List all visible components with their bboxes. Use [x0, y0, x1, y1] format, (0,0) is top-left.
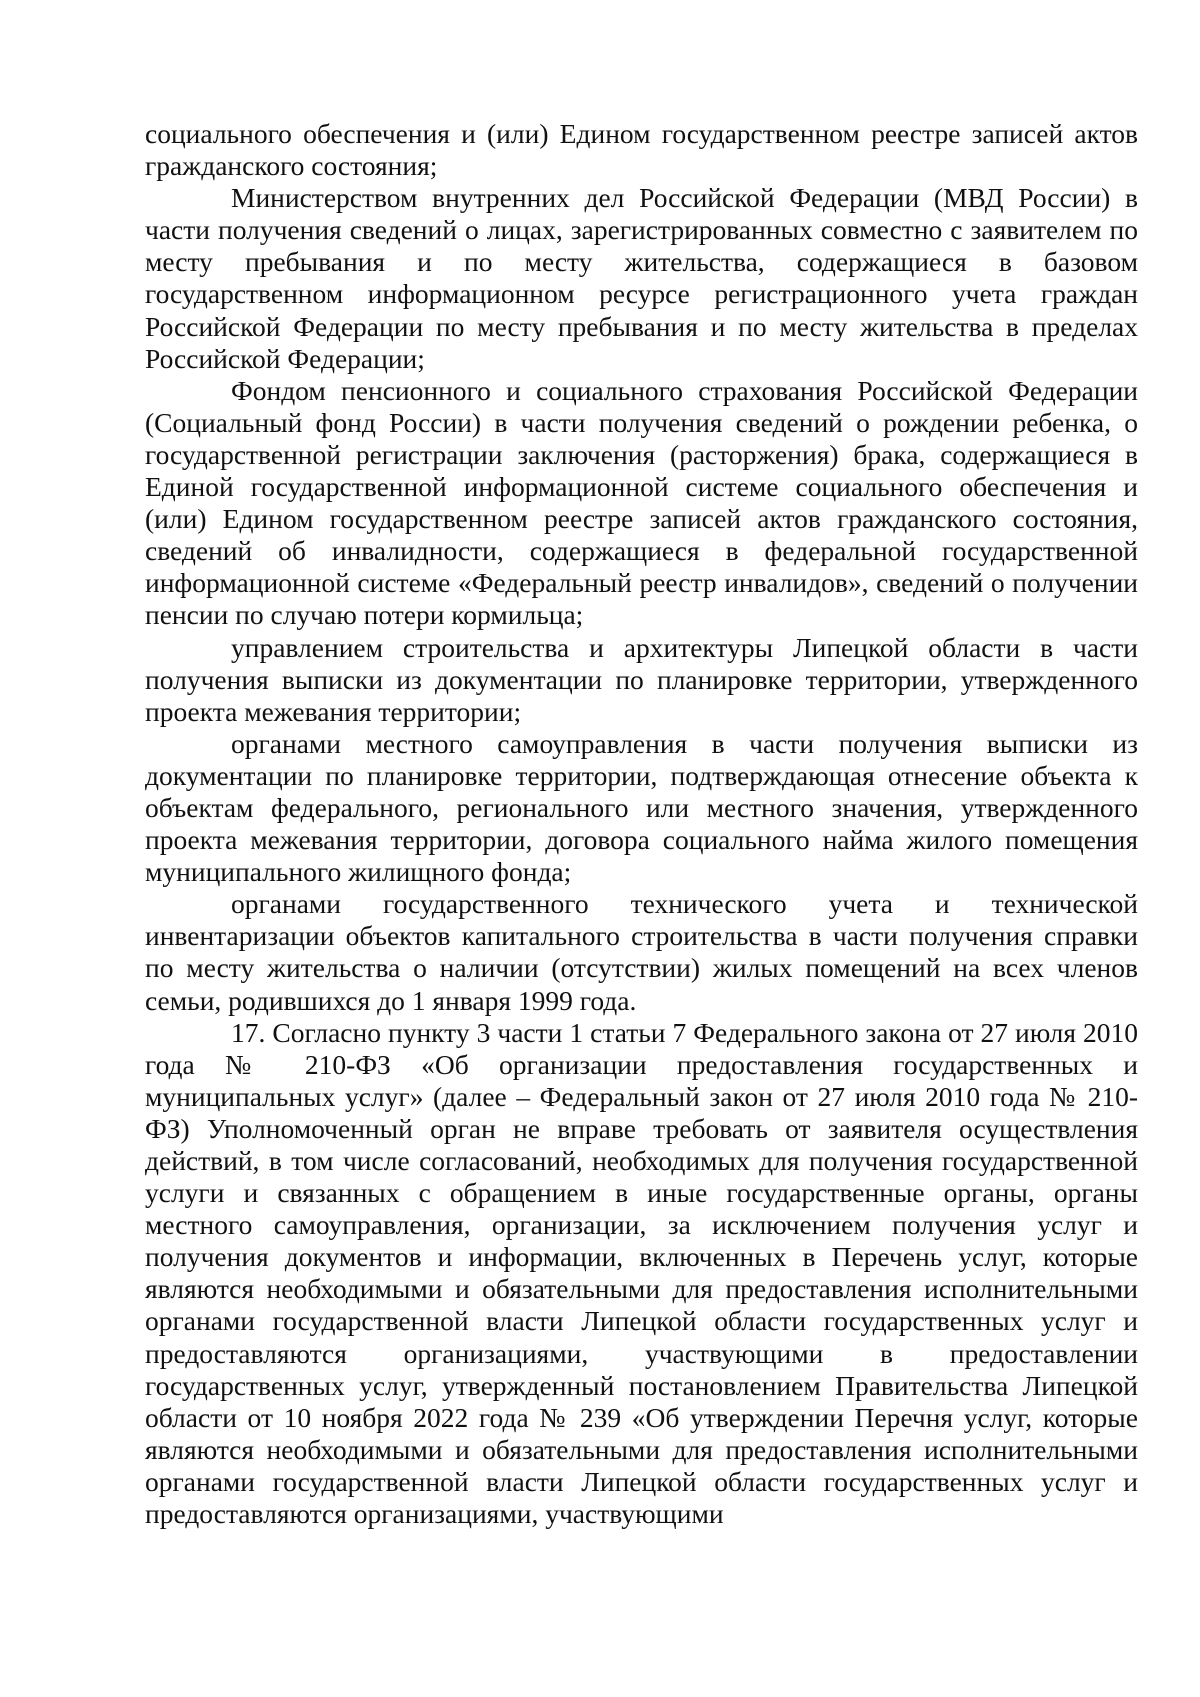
paragraph-mvd: Министерством внутренних дел Российской Федерации (МВД России) в части получения сведений о лицах, зарегистрированных совместно с заявителем по месту пребывания и по месту жительства, содержащиеся в базовом государственном информационном ресурсе регистрационного учета граждан Российской Федерации по месту пребывания и по месту жительства в пределах Российской Федерации; [145, 182, 1138, 374]
paragraph-item-17: 17. Согласно пункту 3 части 1 статьи 7 Федерального закона от 27 июля 2010 года № 210-ФЗ «Об организации предоставления государственных и муниципальных услуг» (далее – Федеральный закон от 27 июля 2010 года № 210-ФЗ) Уполномоченный орган не вправе требовать от заявителя осуществления действий, в том числе согласований, необходимых для получения государственной услуги и связанных с обращением в иные государственные органы, органы местного самоуправления, организации, за исключением получения услуг и получения документов и информации, включенных в Перечень услуг, которые являются необходимыми и обязательными для предоставления исполнительными органами государственной власти Липецкой области государственных услуг и предоставляются организациями, участвующими в предоставлении государственных услуг, утвержденный постановлением Правительства Липецкой области от 10 ноября 2022 года № 239 «Об утверждении Перечня услуг, которые являются необходимыми и обязательными для предоставления исполнительными органами государственной власти Липецкой области государственных услуг и предоставляются организациями, участвующими [145, 1016, 1138, 1530]
paragraph-continuation: социального обеспечения и (или) Едином государственном реестре записей актов гражданского состояния; [145, 118, 1138, 182]
paragraph-social-fund: Фондом пенсионного и социального страхования Российской Федерации (Социальный фонд России) в части получения сведений о рождении ребенка, о государственной регистрации заключения (расторжения) брака, содержащиеся в Единой государственной информационной системе социального обеспечения и (или) Едином государственном реестре записей актов гражданского состояния, сведений об инвалидности, содержащиеся в федеральной государственной информационной системе «Федеральный реестр инвалидов», сведений о получении пенсии по случаю потери кормильца; [145, 374, 1138, 631]
document-body [145, 118, 1138, 1530]
paragraph-technical-inventory: органами государственного технического учета и технической инвентаризации объектов капитального строительства в части получения справки по месту жительства о наличии (отсутствии) жилых помещений на всех членов семьи, родившихся до 1 января 1999 года. [145, 888, 1138, 1016]
paragraph-local-government: органами местного самоуправления в части получения выписки из документации по планировке территории, подтверждающая отнесение объекта к объектам федерального, регионального или местного значения, утвержденного проекта межевания территории, договора социального найма жилого помещения муниципального жилищного фонда; [145, 727, 1138, 888]
paragraph-construction-department: управлением строительства и архитектуры Липецкой области в части получения выписки из документации по планировке территории, утвержденного проекта межевания территории; [145, 631, 1138, 727]
